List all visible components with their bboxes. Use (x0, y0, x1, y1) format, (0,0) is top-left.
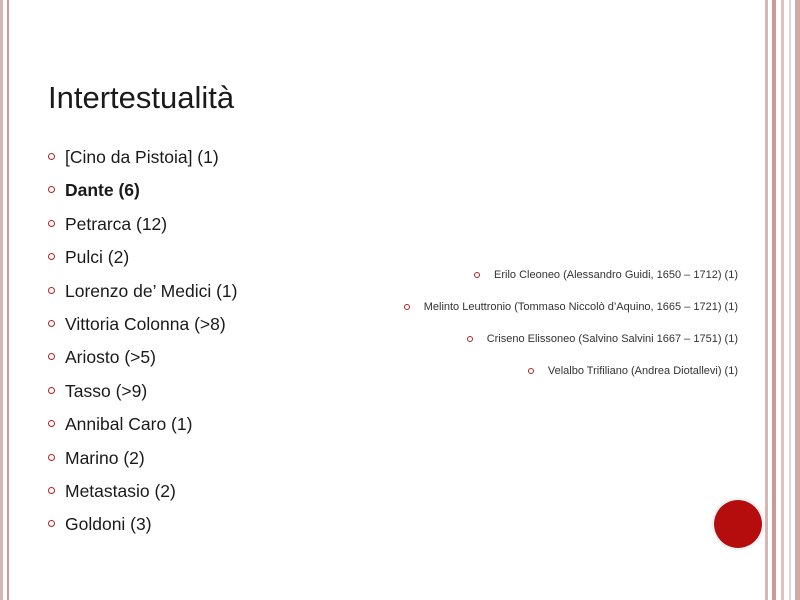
list-item-label: Annibal Caro (1) (65, 414, 193, 435)
circle-bullet-icon (48, 220, 55, 227)
list-item (48, 176, 238, 209)
sub-list-item-label: Velalbo Trifiliano (Andrea Diotallevi) (1) (547, 365, 738, 377)
list-item (48, 210, 238, 243)
list-item (48, 310, 238, 343)
sub-list-item (378, 364, 738, 379)
list-item-label: Goldoni (3) (65, 514, 152, 535)
list-item (48, 277, 238, 310)
right-border-stripe (781, 0, 784, 600)
sub-list-item (378, 332, 738, 347)
circle-bullet-icon (48, 387, 55, 394)
list-item (48, 444, 238, 477)
list-item-label: Dante (6) (65, 180, 140, 201)
circle-bullet-icon (48, 487, 55, 494)
right-border-stripe (795, 0, 800, 600)
right-border-stripe (789, 0, 791, 600)
list-item-label: Marino (2) (65, 447, 145, 468)
author-list (48, 143, 238, 544)
list-item (48, 510, 238, 543)
red-circle-decoration (714, 500, 762, 548)
list-item (48, 243, 238, 276)
right-border-stripe (765, 0, 768, 600)
list-item-label: Tasso (>9) (65, 380, 148, 401)
circle-bullet-icon (404, 304, 410, 310)
circle-bullet-icon (474, 272, 480, 278)
sub-list-item (378, 268, 738, 283)
left-border-stripe (7, 0, 9, 600)
right-border-stripe (772, 0, 776, 600)
arcadian-names-list (378, 268, 738, 396)
circle-bullet-icon (48, 420, 55, 427)
left-border-stripe (0, 0, 3, 600)
list-item (48, 477, 238, 510)
list-item (48, 410, 238, 443)
circle-bullet-icon (48, 520, 55, 527)
circle-bullet-icon (48, 287, 55, 294)
sub-list-item-label: Criseno Elissoneo (Salvino Salvini 1667 – 1751) (1) (486, 333, 738, 345)
slide-title: Intertestualità (48, 80, 235, 115)
list-item-label: Pulci (2) (65, 247, 130, 268)
circle-bullet-icon (528, 368, 534, 374)
list-item-label: Lorenzo de’ Medici (1) (65, 280, 238, 301)
list-item (48, 143, 238, 176)
sub-list-item-label: Melinto Leuttronio (Tommaso Niccolò d’Aquino, 1665 – 1721) (1) (423, 301, 738, 313)
list-item-label: [Cino da Pistoia] (1) (65, 147, 219, 167)
circle-bullet-icon (48, 186, 55, 193)
circle-bullet-icon (48, 253, 55, 260)
list-item-label: Vittoria Colonna (>8) (65, 313, 226, 334)
sub-list-item-label: Erilo Cleoneo (Alessandro Guidi, 1650 – 1712) (1) (494, 269, 738, 281)
sub-list-item (378, 300, 738, 315)
circle-bullet-icon (48, 153, 55, 160)
list-item-label: Metastasio (2) (65, 480, 176, 501)
list-item (48, 343, 238, 376)
circle-bullet-icon (48, 353, 55, 360)
list-item-label: Ariosto (>5) (65, 347, 156, 368)
list-item (48, 377, 238, 410)
circle-bullet-icon (48, 320, 55, 327)
list-item-label: Petrarca (12) (65, 213, 168, 234)
circle-bullet-icon (467, 336, 473, 342)
circle-bullet-icon (48, 454, 55, 461)
